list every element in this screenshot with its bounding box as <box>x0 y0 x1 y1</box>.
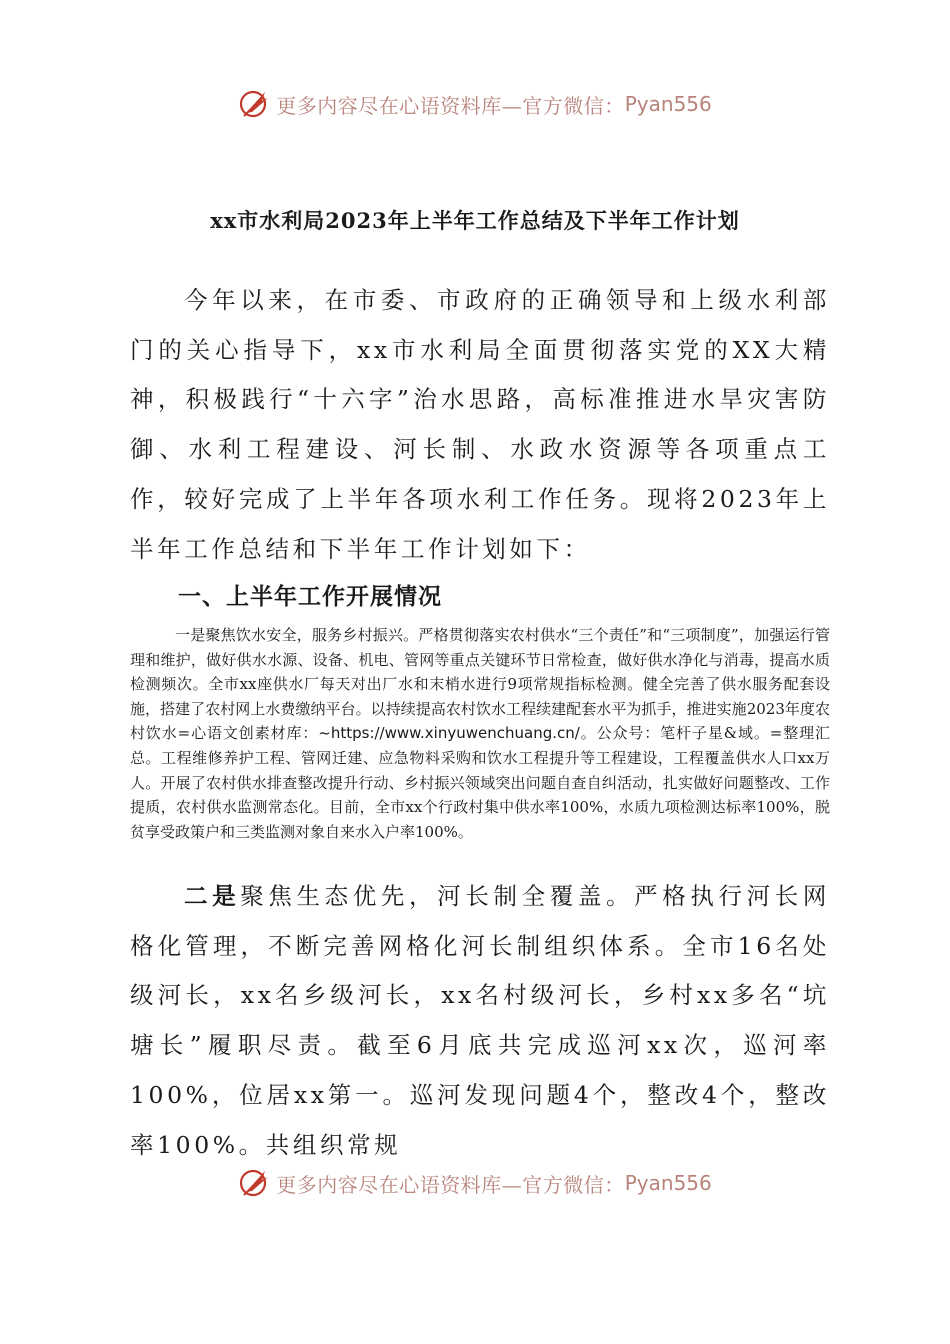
item1-text-a: 一是聚焦饮水安全，服务乡村振兴。严格贯彻落实农村供水“三个责任”和“三项制度”，加强运行管理和维护，做好供水水源、设备、机电、管网等重点关键环节日常检查，做好供水净化与消毒，提高水质检测频次。全市xx座供水厂每天对出厂水和末梢水进行9项常规指标检测。健全完善了供水服务配套设施，搭建了农村网上水费缴纳平台。以持续提高农村饮水工程续建配套水平为抓手，推进实施2023年度农村饮水=心语文创素材库： <box>130 626 830 743</box>
item1-paragraph <box>130 623 830 844</box>
banner-wechat-id: Pyan556 <box>624 1171 712 1195</box>
section-heading: 一、上半年工作开展情况 <box>178 583 442 610</box>
footer-watermark-banner <box>0 1163 950 1203</box>
item1-text-b: 。公众号：笔杆子星&域。=整理汇总。工程维修养护工程、管网迁建、应急物料采购和饮水工程提升等工程建设，工程覆盖供水人口xx万人。开展了农村供水排查整改提升行动、乡村振兴领域突出问题自查自纠活动，扎实做好问题整改、工作提质，农村供水监测常态化。目前，全市xx个行政村集中供水率100%，水质九项检测达标率100%，脱贫享受政策户和三类监测对象自来水入户率100%。 <box>130 724 830 841</box>
banner-wechat-id: Pyan556 <box>624 92 712 116</box>
item2-body: 聚焦生态优先，河长制全覆盖。严格执行河长网格化管理，不断完善网格化河长制组织体系。全市16名处级河长，xx名乡级河长，xx名村级河长，乡村xx多名“坑塘长”履职尽责。截至6月底共完成巡河xx次，巡河率100%，位居xx第一。巡河发现问题4个，整改4个，整改率100%。共组织常规 <box>130 882 830 1159</box>
banner-text: 更多内容尽在心语资料库—官方微信： <box>276 93 625 118</box>
banner-text: 更多内容尽在心语资料库—官方微信： <box>276 1172 625 1197</box>
quill-logo-icon <box>238 87 272 121</box>
intro-paragraph: 今年以来，在市委、市政府的正确领导和上级水利部门的关心指导下，xx市水利局全面贯彻落实党的XX大精神，积极践行“十六字”治水思路，高标准推进水旱灾害防御、水利工程建设、河长制、水政水资源等各项重点工作，较好完成了上半年各项水利工作任务。现将2023年上半年工作总结和下半年工作计划如下： <box>130 286 830 563</box>
item2-paragraph <box>130 872 830 1170</box>
item2-lead: 二是 <box>184 882 241 910</box>
document-title: xx市水利局2023年上半年工作总结及下半年工作计划 <box>210 208 740 233</box>
header-watermark-banner <box>0 84 950 124</box>
quill-logo-icon <box>238 1166 272 1200</box>
item1-url-text: ~https://www.xinyuwenchuang.cn/ <box>318 724 580 743</box>
